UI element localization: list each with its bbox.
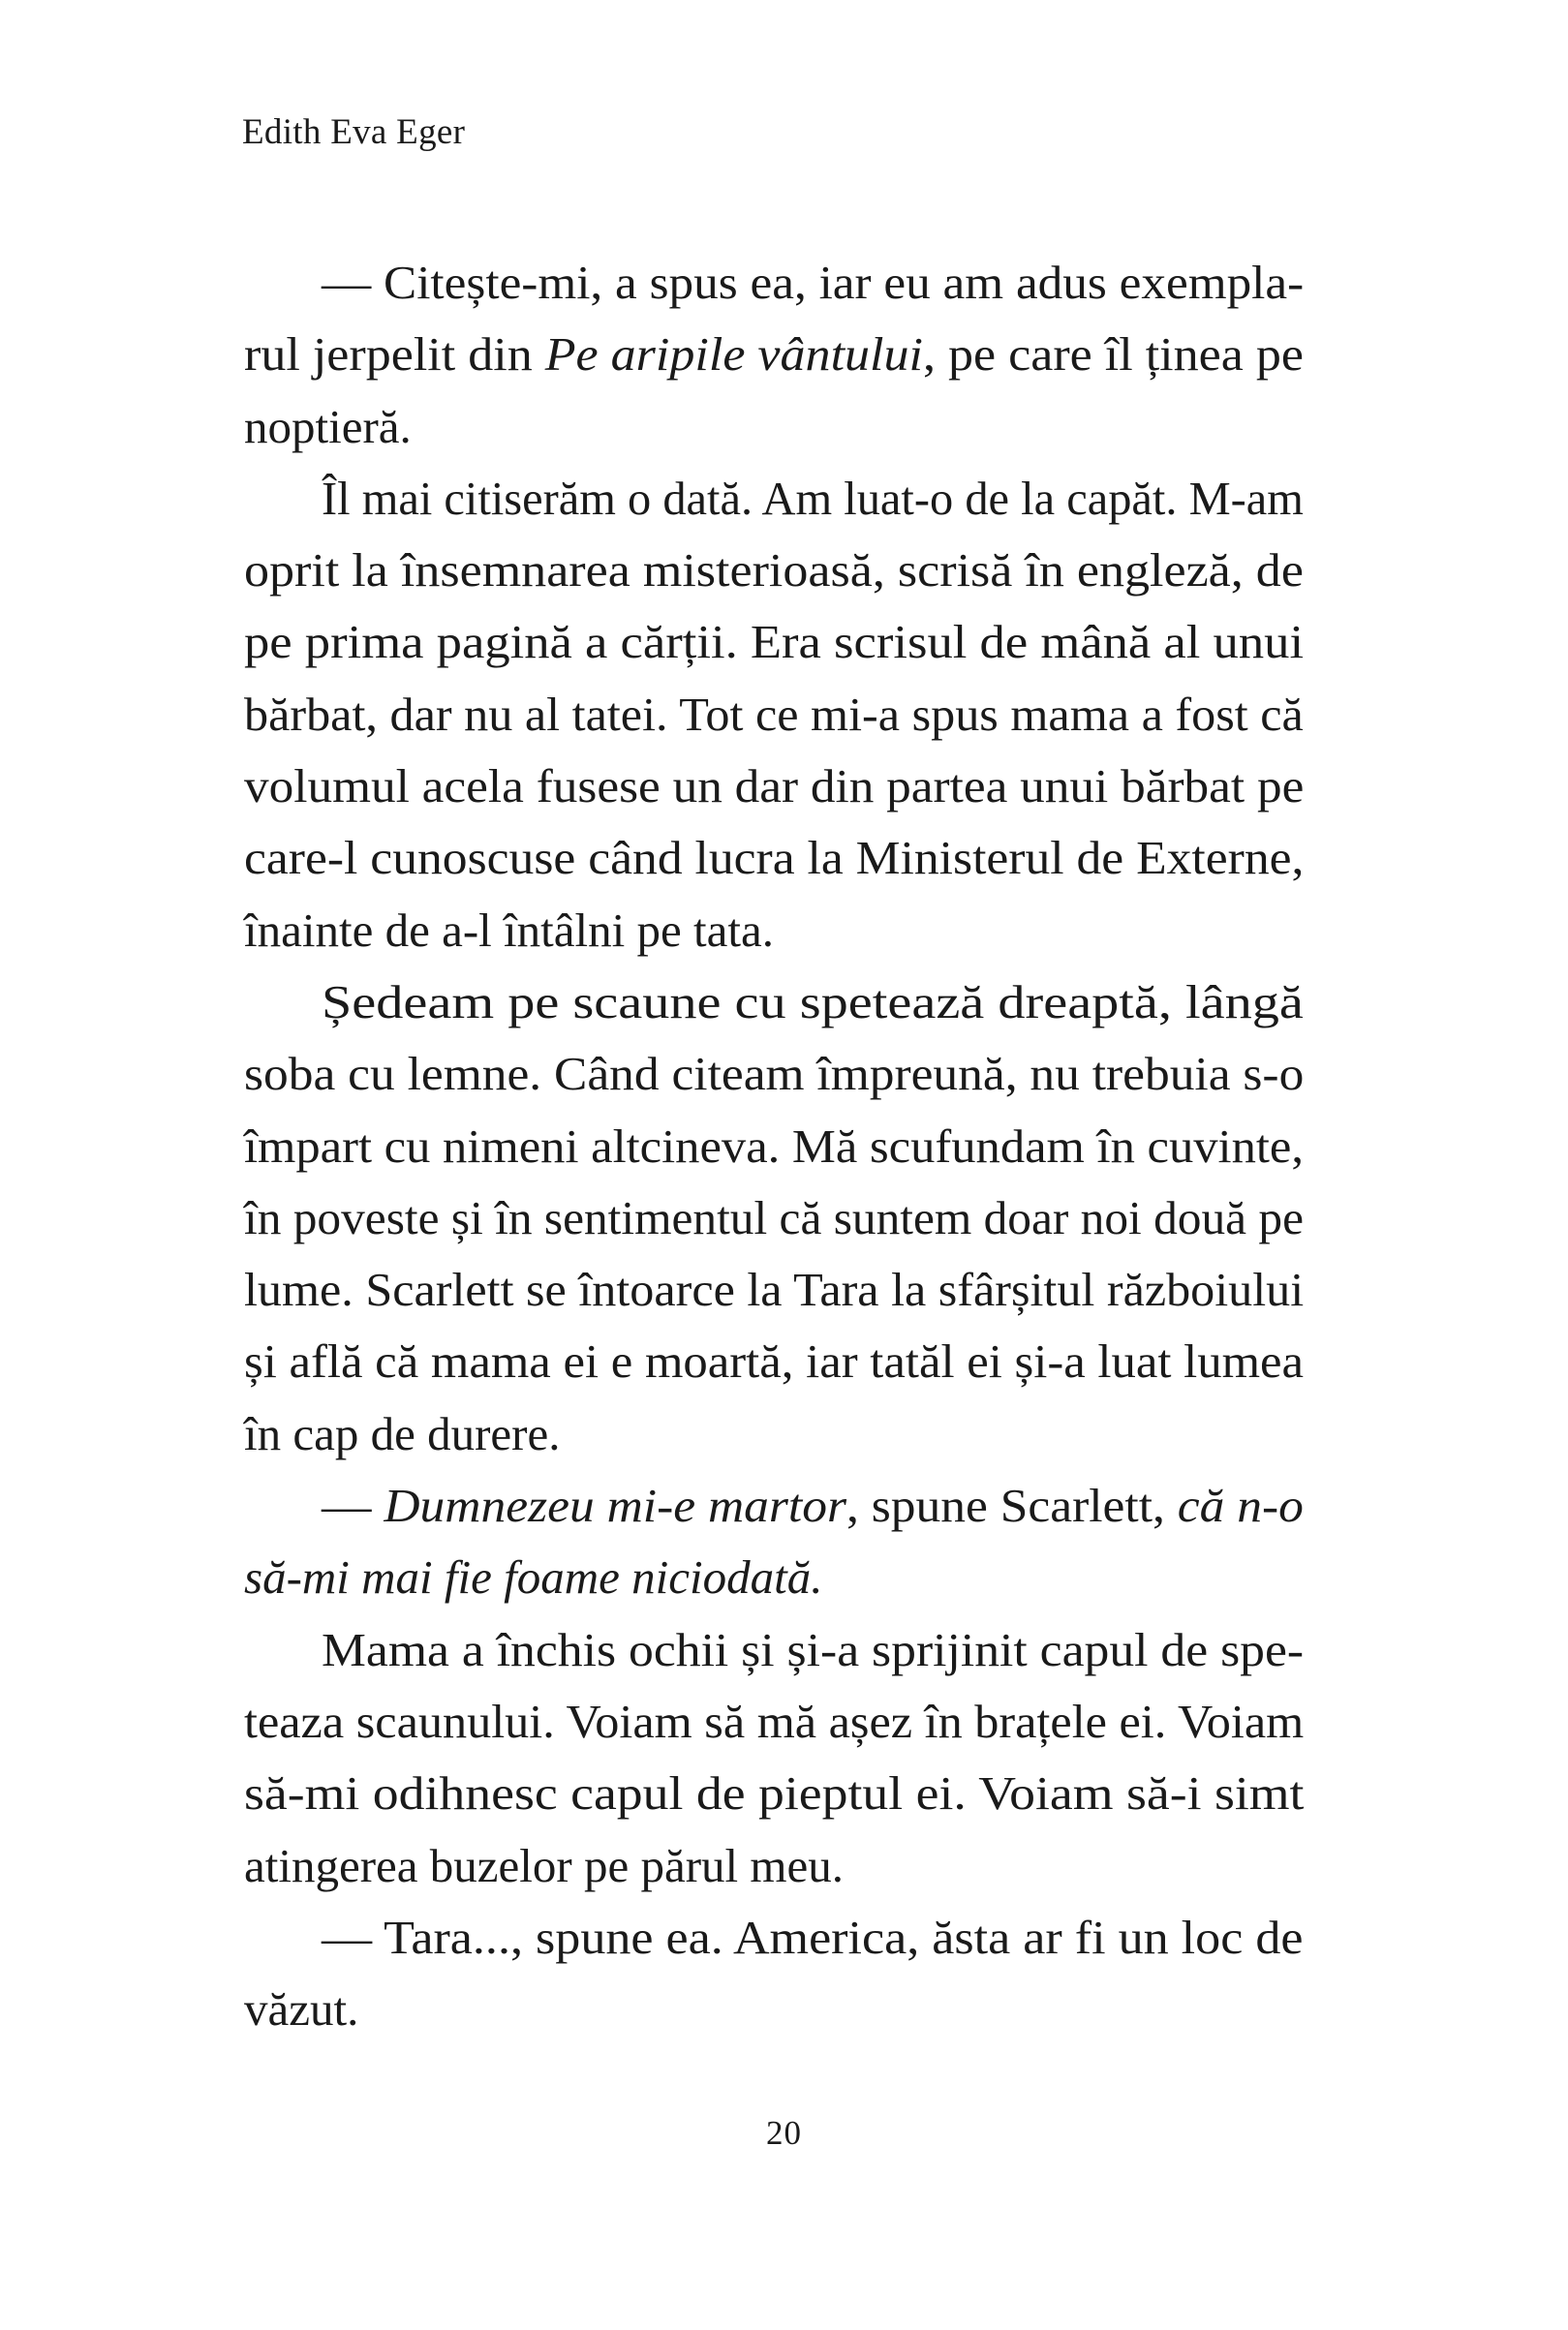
text-line — [244, 1542, 1304, 1613]
text-segment: care-l cunoscuse când lucra la Ministerul de Externe, — [244, 831, 1305, 885]
running-head-author: Edith Eva Eger — [242, 112, 466, 152]
text-segment: volumul acela fusese un dar din partea unui bărbat pe — [244, 759, 1305, 813]
text-segment: să-mi odihnesc capul de pieptul ei. Voiam să-i simt — [244, 1766, 1305, 1821]
text-line — [244, 319, 1304, 390]
text-line — [244, 1902, 1304, 1974]
text-line — [244, 535, 1304, 606]
body-text — [244, 247, 1304, 2045]
italic-segment: Pe aripile vântului — [544, 327, 924, 382]
text-line — [244, 751, 1304, 822]
text-segment: înainte de a-l întâlni pe tata. — [244, 903, 774, 957]
text-line — [244, 679, 1304, 751]
text-segment: lume. Scarlett se întoarce la Tara la sfârșitul războiului — [244, 1263, 1305, 1317]
text-line — [244, 391, 1304, 463]
text-segment: soba cu lemne. Când citeam împreună, nu trebuia s-o — [244, 1047, 1305, 1101]
page-number: 20 — [766, 2114, 802, 2152]
text-line — [244, 822, 1304, 894]
text-segment: , spune Scarlett, — [845, 1479, 1178, 1533]
text-segment: oprit la însemnarea misterioasă, scrisă în engleză, de — [244, 543, 1304, 598]
text-segment: Îl mai citiserăm o dată. Am luat-o de la capăt. M-am — [322, 471, 1304, 525]
text-line — [244, 1974, 1304, 2045]
text-segment: — Citește-mi, a spus ea, iar eu am adus exempla- — [322, 256, 1305, 309]
text-segment: teaza scaunului. Voiam să mă așez în brațele ei. Voiam — [244, 1694, 1305, 1748]
text-segment: pe prima pagină a cărții. Era scrisul de mână al unui — [244, 615, 1305, 669]
text-line — [244, 247, 1304, 319]
text-segment: Ședeam pe scaune cu spetează dreaptă, lângă — [322, 974, 1304, 1028]
text-segment: în cap de durere. — [244, 1406, 561, 1460]
text-line — [244, 1038, 1304, 1110]
text-line — [244, 1614, 1304, 1686]
italic-segment: Dumnezeu mi-e martor — [384, 1479, 846, 1533]
text-line — [244, 1326, 1304, 1397]
text-segment: — — [322, 1479, 384, 1533]
text-segment: împart cu nimeni altcineva. Mă scufundam în cuvinte, — [244, 1119, 1305, 1173]
text-line — [244, 1758, 1304, 1829]
text-segment: Mama a închis ochii și și-a sprijinit capul de spe- — [322, 1622, 1305, 1676]
text-line — [244, 1398, 1304, 1470]
text-line — [244, 1254, 1304, 1326]
italic-segment: că n-o — [1177, 1479, 1304, 1533]
text-segment: , pe care îl ținea pe — [923, 327, 1304, 382]
text-segment: — Tara..., spune ea. America, ăsta ar fi un loc de — [322, 1910, 1304, 1964]
text-line — [244, 606, 1304, 678]
text-segment: și află că mama ei e moartă, iar tatăl ei și-a luat lumea — [244, 1334, 1305, 1389]
text-line — [244, 1182, 1304, 1254]
text-line — [244, 1830, 1304, 1902]
text-segment: văzut. — [244, 1982, 359, 2037]
text-segment: bărbat, dar nu al tatei. Tot ce mi-a spus mama a fost că — [244, 687, 1304, 741]
text-line — [244, 966, 1304, 1038]
text-line — [244, 1686, 1304, 1758]
italic-segment: să-mi mai fie foame niciodată. — [244, 1550, 823, 1605]
text-segment: în poveste și în sentimentul că suntem doar noi două pe — [244, 1190, 1304, 1244]
text-segment: atingerea buzelor pe părul meu. — [244, 1838, 845, 1892]
text-segment: noptieră. — [244, 399, 412, 453]
text-line — [244, 1470, 1304, 1542]
text-segment: rul jerpelit din — [244, 327, 545, 382]
text-line — [244, 463, 1304, 535]
text-line — [244, 1111, 1304, 1182]
text-line — [244, 895, 1304, 966]
